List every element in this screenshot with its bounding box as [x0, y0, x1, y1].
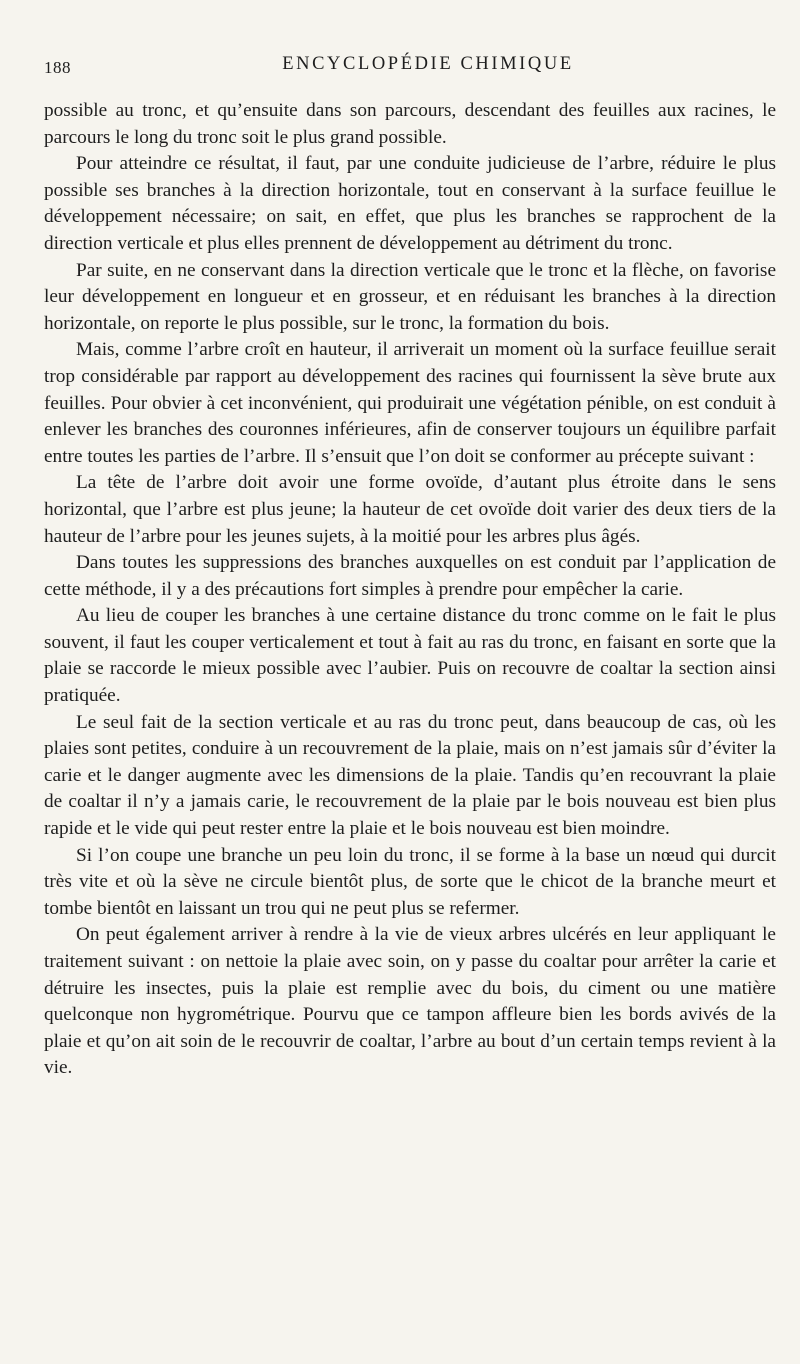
paragraph: Le seul fait de la section verticale et au ras du tronc peut, dans beaucoup de cas, où les plaies sont petites, conduire à un recouvrement de la plaie, mais on n’est jamais sûr d’éviter la carie et le danger augmente avec les dimensions de la plaie. Tandis qu’en recouvrant la plaie de coaltar il n’y a jamais carie, le recouvrement de la plaie par le bois nouveau est bien plus rapide et le vide qui peut rester entre la plaie et le bois nouveau est bien moindre.	[44, 711, 776, 840]
body-text	[44, 98, 776, 1082]
paragraph-precept: La tête de l’arbre doit avoir une forme ovoïde, d’autant plus étroite dans le sens horizontal, que l’arbre est plus jeune; la hauteur de cet ovoïde doit varier des deux tiers de la hauteur de l’arbre pour les jeunes sujets, à la moitié pour les arbres plus âgés.	[44, 472, 776, 547]
paragraph: Au lieu de couper les branches à une certaine distance du tronc comme on le fait le plus souvent, il faut les couper verticalement et tout à fait au ras du tronc, en faisant en sorte que la plaie se raccorde le mieux possible avec l’aubier. Puis on recouvre de coaltar la section ainsi pratiquée.	[44, 605, 776, 707]
paragraph: Pour atteindre ce résultat, il faut, par une conduite judicieuse de l’arbre, réduire le plus possible ses branches à la direction horizontale, tout en conservant à la surface feuillue le développement nécessaire; on sait, en effet, que plus les branches se rapprochent de la direction verticale et plus elles prennent de développement au détriment du tronc.	[44, 153, 776, 254]
paragraph: Mais, comme l’arbre croît en hauteur, il arriverait un moment où la surface feuillue serait trop considérable par rapport au développement des racines qui fournissent la sève brute aux feuilles. Pour obvier à cet inconvénient, qui produirait une végétation pénible, on est conduit à enlever les branches des couronnes inférieures, afin de conserver toujours un équilibre parfait entre toutes les parties de l’arbre. Il s’ensuit que l’on doit se conformer au précepte suivant :	[44, 339, 776, 467]
paragraph: Par suite, en ne conservant dans la direction verticale que le tronc et la flèche, on favorise leur développement en longueur et en grosseur, et en réduisant les branches à la direction horizontale, on reporte le plus possible, sur le tronc, la formation du bois.	[44, 259, 776, 334]
page-number: 188	[44, 58, 71, 77]
paragraph: Si l’on coupe une branche un peu loin du tronc, il se forme à la base un nœud qui durcit très vite et où la sève ne circule bientôt plus, de sorte que le chicot de la branche meurt et tombe bientôt en laissant un trou qui ne peut plus se refermer.	[44, 844, 776, 919]
paragraph: Dans toutes les suppressions des branches auxquelles on est conduit par l’application de cette méthode, il y a des précautions fort simples à prendre pour empêcher la carie.	[44, 552, 776, 600]
paragraph-continued: possible au tronc, et qu’ensuite dans son parcours, descendant des feuilles aux racines, le parcours le long du tronc soit le plus grand possible.	[44, 100, 776, 148]
running-title: ENCYCLOPÉDIE CHIMIQUE	[282, 54, 574, 74]
paragraph: On peut également arriver à rendre à la vie de vieux arbres ulcérés en leur appliquant le traitement suivant : on nettoie la plaie avec soin, on y passe du coaltar pour arrêter la carie et détruire les insectes, puis la plaie est remplie avec du bois, du ciment ou une matière quelconque non hygrométrique. Pourvu que ce tampon affleure bien les bords avivés de la plaie et qu’on ait soin de le recouvrir de coaltar, l’arbre au bout d’un certain temps revient à la vie.	[44, 924, 776, 1079]
running-header	[44, 50, 776, 90]
